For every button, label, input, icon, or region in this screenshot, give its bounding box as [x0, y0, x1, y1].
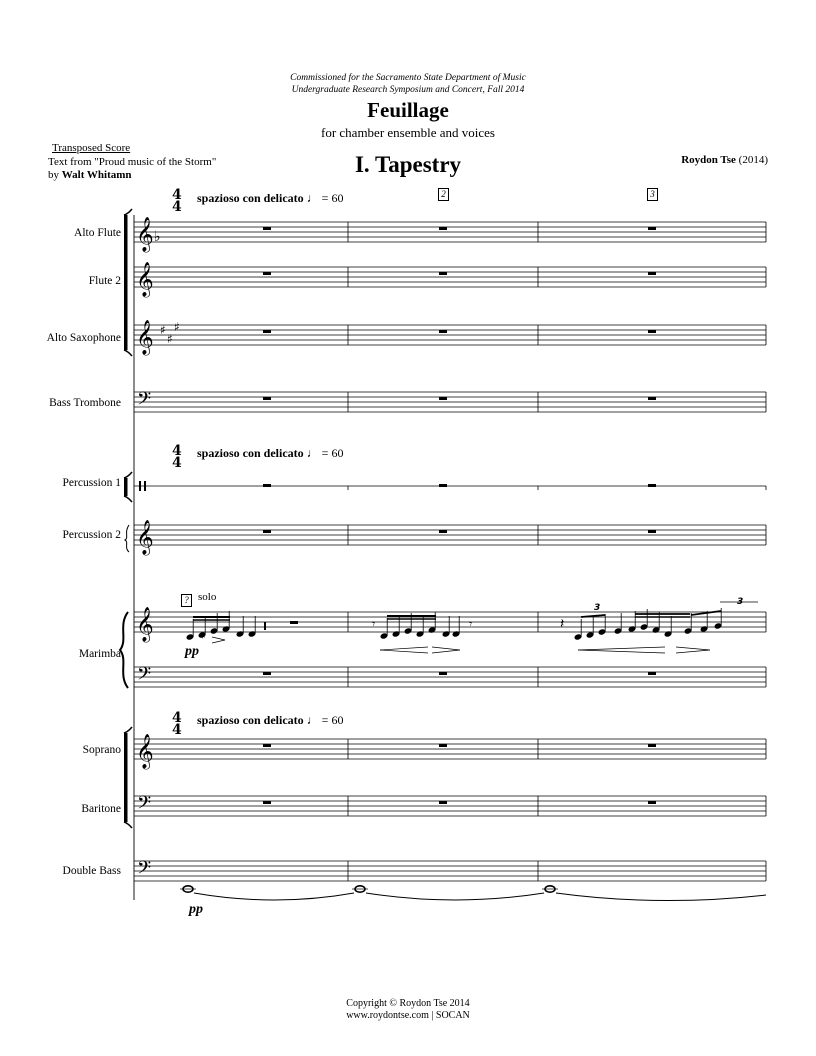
bracket-hook	[124, 209, 132, 215]
whole-rest	[263, 330, 271, 333]
sharp-icon: ♯	[201, 631, 206, 642]
whole-rest	[263, 227, 271, 230]
tie	[194, 893, 354, 900]
whole-rest	[439, 744, 447, 747]
staff-percussion-2	[134, 525, 766, 545]
crescendo	[578, 647, 665, 650]
percussion-bracket	[124, 472, 132, 502]
score-title: Feuillage	[367, 98, 449, 122]
bracket-bar	[124, 215, 128, 350]
time-signature-bottom: 4	[172, 199, 182, 215]
whole-rest	[648, 672, 656, 675]
whole-rest	[648, 397, 656, 400]
instrument-soprano: Soprano	[82, 744, 121, 756]
staff-alto-flute	[134, 222, 766, 242]
website-notice: www.roydontse.com | SOCAN	[346, 1010, 470, 1021]
staff-baritone	[134, 796, 766, 816]
whole-rest	[439, 272, 447, 275]
staff-bass-trombone	[134, 392, 766, 412]
bracket-hook	[124, 727, 132, 733]
staff-marimba-lh	[134, 667, 766, 687]
staff-soprano	[134, 739, 766, 759]
quarter-rest	[264, 622, 266, 630]
instrument-alto-flute: Alto Flute	[74, 227, 121, 239]
instrument-percussion-1: Percussion 1	[62, 477, 121, 489]
whole-rest	[648, 801, 656, 804]
crescendo	[380, 650, 428, 653]
whole-rest	[439, 397, 447, 400]
beam	[691, 611, 721, 615]
staff-lines	[124, 209, 766, 900]
whole-rest	[439, 484, 447, 487]
composer-name: Roydon Tse	[681, 154, 736, 166]
staff-percussion-1	[134, 486, 766, 490]
eighth-rest: 𝄾	[469, 617, 473, 631]
score-subtitle: for chamber ensemble and voices	[321, 125, 495, 140]
whole-rest	[648, 744, 656, 747]
bracket-bar	[124, 478, 128, 496]
tempo-marking-2: spazioso con delicato ♩ = 60	[197, 446, 344, 460]
staff-flute-2	[134, 267, 766, 287]
instrument-percussion-2: Percussion 2	[62, 529, 121, 541]
sharp-icon: ♯	[160, 323, 166, 337]
quarter-note-icon: ♩	[306, 446, 319, 460]
commission-line-1: Commissioned for the Sacramento State Department of Music	[290, 73, 526, 83]
whole-rest	[439, 672, 447, 675]
decrescendo	[432, 647, 460, 650]
instrument-bass-trombone: Bass Trombone	[49, 397, 121, 409]
whole-rest	[439, 227, 447, 230]
whole-rest	[263, 672, 271, 675]
percussion-clef-icon	[144, 481, 146, 491]
instrument-flute-2: Flute 2	[88, 275, 121, 287]
music-glyphs	[120, 187, 766, 901]
sharp-icon: ♯	[167, 332, 173, 346]
by-prefix: by	[48, 169, 59, 181]
tie	[556, 893, 766, 901]
measure-number-2: 2	[438, 188, 449, 201]
sharp-icon: ♯	[174, 320, 180, 334]
treble-clef-icon: 𝄞	[136, 262, 154, 297]
decrescendo	[212, 637, 225, 640]
whole-rest	[648, 330, 656, 333]
whole-rest	[263, 397, 271, 400]
bracket-hook	[124, 350, 132, 356]
time-signature-bottom: 4	[172, 722, 182, 738]
commission-line-2: Undergraduate Research Symposium and Concert, Fall 2014	[291, 85, 525, 95]
eighth-rest: 𝄾	[372, 617, 376, 631]
whole-rest	[648, 272, 656, 275]
treble-clef-icon: 𝄞	[136, 607, 154, 642]
grand-staff-brace	[120, 612, 128, 688]
whole-rest	[263, 272, 271, 275]
quarter-note-icon: ♩	[306, 191, 319, 205]
whole-rest	[263, 530, 271, 533]
treble-clef-icon: 𝄞	[136, 320, 154, 355]
text-source: Text from "Proud music of the Storm"	[48, 156, 217, 168]
time-signature-bottom: 4	[172, 455, 182, 471]
bass-clef-icon: 𝄢	[137, 793, 152, 818]
woodwind-bracket	[124, 209, 132, 356]
bracket-hook	[124, 496, 132, 502]
staff-alto-sax	[134, 325, 766, 345]
crescendo	[380, 647, 428, 650]
whole-rest	[648, 484, 656, 487]
movement-title: I. Tapestry	[354, 152, 462, 177]
instrument-marimba: Marimba	[78, 648, 121, 660]
quarter-note-icon: ♩	[306, 713, 319, 727]
instrument-alto-saxophone: Alto Saxophone	[46, 332, 121, 344]
decrescendo	[212, 640, 225, 643]
flat-icon: ♭	[154, 229, 161, 245]
tuplet-number: 3	[737, 597, 744, 607]
bracket-bar	[124, 733, 128, 822]
rehearsal-box: ?	[181, 594, 192, 607]
bass-clef-icon: 𝄢	[137, 858, 152, 883]
whole-rest	[439, 801, 447, 804]
copyright-notice: Copyright © Roydon Tse 2014	[346, 998, 470, 1009]
bass-clef-icon: 𝄢	[137, 389, 152, 414]
instrument-baritone: Baritone	[81, 803, 121, 815]
whole-rest	[648, 530, 656, 533]
composition-year: (2014)	[738, 154, 768, 166]
solo-marking: solo	[198, 591, 217, 603]
bracket-hook	[124, 822, 132, 828]
double-bass-dynamic: pp	[189, 902, 203, 917]
tempo-marking-3: spazioso con delicato ♩ = 60	[197, 713, 344, 727]
whole-rest	[648, 227, 656, 230]
text-author: Walt Whitamn	[61, 169, 132, 181]
whole-rest	[263, 484, 271, 487]
tuplet-number: 3	[594, 603, 601, 613]
quarter-rest: 𝄽	[560, 616, 565, 632]
bass-clef-icon: 𝄢	[137, 664, 152, 689]
time-signature-top: 4	[172, 187, 182, 203]
treble-clef-icon: 𝄞	[136, 734, 154, 769]
crescendo	[578, 650, 665, 653]
instrument-double-bass: Double Bass	[62, 865, 121, 877]
whole-rest	[439, 330, 447, 333]
staff-double-bass	[134, 861, 766, 881]
tempo-marking-1: spazioso con delicato ♩ = 60	[197, 191, 344, 205]
marimba-dynamic: pp	[185, 644, 199, 659]
treble-clef-icon: 𝄞	[136, 520, 154, 555]
decrescendo	[676, 650, 710, 653]
measure-number-3: 3	[647, 188, 658, 201]
vocal-bracket	[124, 727, 132, 828]
time-signature-top: 4	[172, 710, 182, 726]
percussion-brace	[125, 525, 129, 552]
whole-rest	[263, 801, 271, 804]
decrescendo	[676, 647, 710, 650]
half-rest	[290, 621, 298, 624]
treble-clef-icon: 𝄞	[136, 217, 154, 252]
bracket-hook	[124, 472, 132, 478]
whole-rest	[263, 744, 271, 747]
tie	[366, 893, 544, 900]
decrescendo	[432, 650, 460, 653]
transposed-score-label: Transposed Score	[52, 142, 131, 154]
whole-rest	[439, 530, 447, 533]
time-signature-top: 4	[172, 443, 182, 459]
percussion-clef-icon	[139, 481, 141, 491]
